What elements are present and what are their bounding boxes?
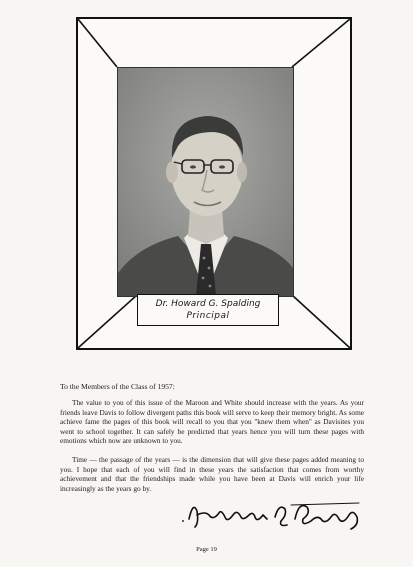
principal-name: Dr. Howard G. Spalding xyxy=(155,299,261,309)
portrait-caption xyxy=(137,294,279,326)
principal-portrait-photo xyxy=(117,67,294,297)
letter-salutation: To the Members of the Class of 1957: xyxy=(60,382,175,391)
handwritten-signature xyxy=(183,497,363,533)
letter-paragraph-2: Time — the passage of the years — is the dimension that will give these pages added meaning to you. I hope that each of you will find in these years the satisfaction that comes from worthy achievement and that the friendships made while you have been at Davis will enrich your life increasingly as the years go by. xyxy=(60,455,364,493)
letter-paragraph-1: The value to you of this issue of the Maroon and White should increase with the years. As your friends leave Davis to follow divergent paths this book will serve to keep their memory bright. As some achieve fame the pages of this book will recall to you that you "knew them when" as Davisites you went to school together. It can safely be predicted that years hence you will turn these pages with emotions which now are unknown to you. xyxy=(60,398,364,446)
page-number: Page 19 xyxy=(196,546,217,553)
photo-frame xyxy=(76,17,352,350)
principal-title: Principal xyxy=(186,311,230,321)
